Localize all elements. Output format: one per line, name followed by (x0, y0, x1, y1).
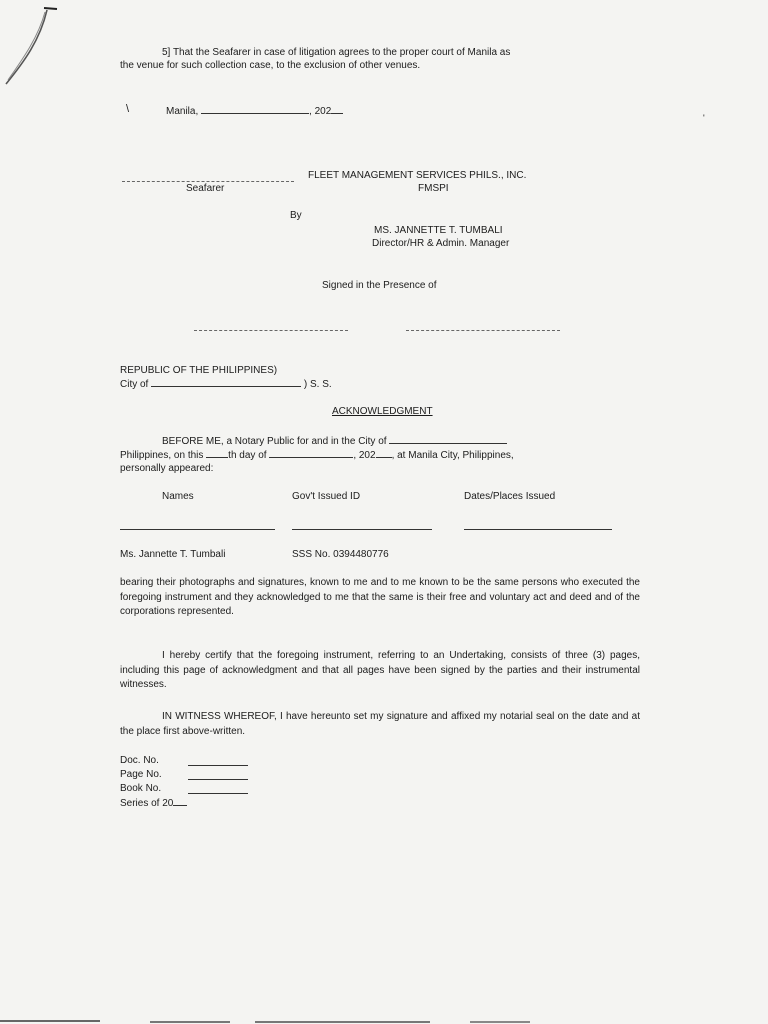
signer-id-cell: SSS No. 0394480776 (292, 549, 389, 560)
clause-5-line-2: the venue for such collection case, to the exclusion of other venues. (120, 60, 421, 71)
scan-speck: \ (126, 103, 130, 115)
ack-day-of-text: th day of (228, 450, 267, 461)
scan-speck: ' (703, 113, 705, 123)
by-label: By (290, 210, 302, 221)
book-no-blank (188, 793, 248, 794)
place-date-line (166, 104, 343, 118)
ack-paragraph-line-2 (120, 448, 514, 462)
names-column-header: Names (162, 491, 194, 502)
ack-paragraph-line-1 (162, 434, 507, 448)
scan-bottom-edge (470, 1021, 530, 1023)
place-label: Manila, (166, 106, 199, 117)
company-name: FLEET MANAGEMENT SERVICES PHILS., INC. (308, 170, 527, 181)
city-blank (151, 377, 301, 387)
book-no-label: Book No. (120, 783, 162, 794)
ack-year-prefix: , 202 (353, 450, 376, 461)
series-label: Series of 20 (120, 798, 174, 809)
scan-streak-mark (0, 0, 80, 110)
doc-no-label: Doc. No. (120, 755, 159, 766)
seafarer-label: Seafarer (186, 183, 225, 194)
series-blank (173, 796, 187, 806)
witness-label: Signed in the Presence of (322, 280, 437, 291)
page-no-label: Page No. (120, 769, 162, 780)
series-line (120, 796, 187, 810)
scan-bottom-edge (150, 1021, 230, 1023)
scan-bottom-edge (0, 1020, 100, 1022)
representative-name: MS. JANNETTE T. TUMBALI (374, 225, 503, 236)
city-label: City of (120, 379, 149, 390)
dates-blank-line (464, 529, 612, 530)
identity-paragraph: bearing their photographs and signatures, known to me and to me known to be the same persons who executed the foregoing instrument and they acknowledged to me that the same is their free and voluntary act and deed and of the corporations represented. (120, 577, 640, 617)
year-blank (331, 104, 343, 114)
year-prefix: , 202 (309, 106, 332, 117)
representative-title: Director/HR & Admin. Manager (372, 238, 510, 249)
day-blank (206, 448, 228, 458)
dates-column-header: Dates/Places Issued (464, 491, 556, 502)
gov-id-column-header: Gov't Issued ID (292, 491, 361, 502)
certification-text: I hereby certify that the foregoing instrument, referring to an Undertaking, consists of three (3) pages, including this page of acknowledgment and that all pages have been signed by the parties and their instrumental witnesses. (120, 650, 640, 690)
witness-2-signature-line (406, 330, 560, 331)
ack-intro-text: BEFORE ME, a Notary Public for and in the City of (162, 436, 387, 447)
scan-bottom-edge (255, 1021, 430, 1023)
company-abbreviation: FMSPI (418, 183, 449, 194)
in-witness-paragraph (120, 710, 640, 739)
certification-paragraph (120, 649, 640, 693)
city-line (120, 377, 332, 391)
ss-label: ) S. S. (303, 379, 332, 390)
acknowledgment-heading: ACKNOWLEDGMENT (332, 406, 433, 417)
ack-place-text: , at Manila City, Philippines, (391, 450, 514, 461)
doc-no-blank (188, 765, 248, 766)
ack-on-this-text: Philippines, on this (120, 450, 204, 461)
republic-line: REPUBLIC OF THE PHILIPPINES) (120, 365, 278, 376)
date-blank (201, 104, 309, 114)
clause-5-line-1: 5] That the Seafarer in case of litigation agrees to the proper court of Manila as (162, 47, 511, 58)
witness-1-signature-line (194, 330, 348, 331)
gov-id-blank-line (292, 529, 432, 530)
signer-name-cell: Ms. Jannette T. Tumbali (120, 549, 226, 560)
notary-city-blank (389, 434, 507, 444)
month-blank (269, 448, 353, 458)
names-blank-line (120, 529, 275, 530)
in-witness-text: IN WITNESS WHEREOF, I have hereunto set my signature and affixed my notarial seal on the date and at the place first above-written. (120, 711, 640, 737)
ack-year-blank (376, 448, 392, 458)
page-no-blank (188, 779, 248, 780)
ack-paragraph-line-3: personally appeared: (120, 463, 214, 474)
